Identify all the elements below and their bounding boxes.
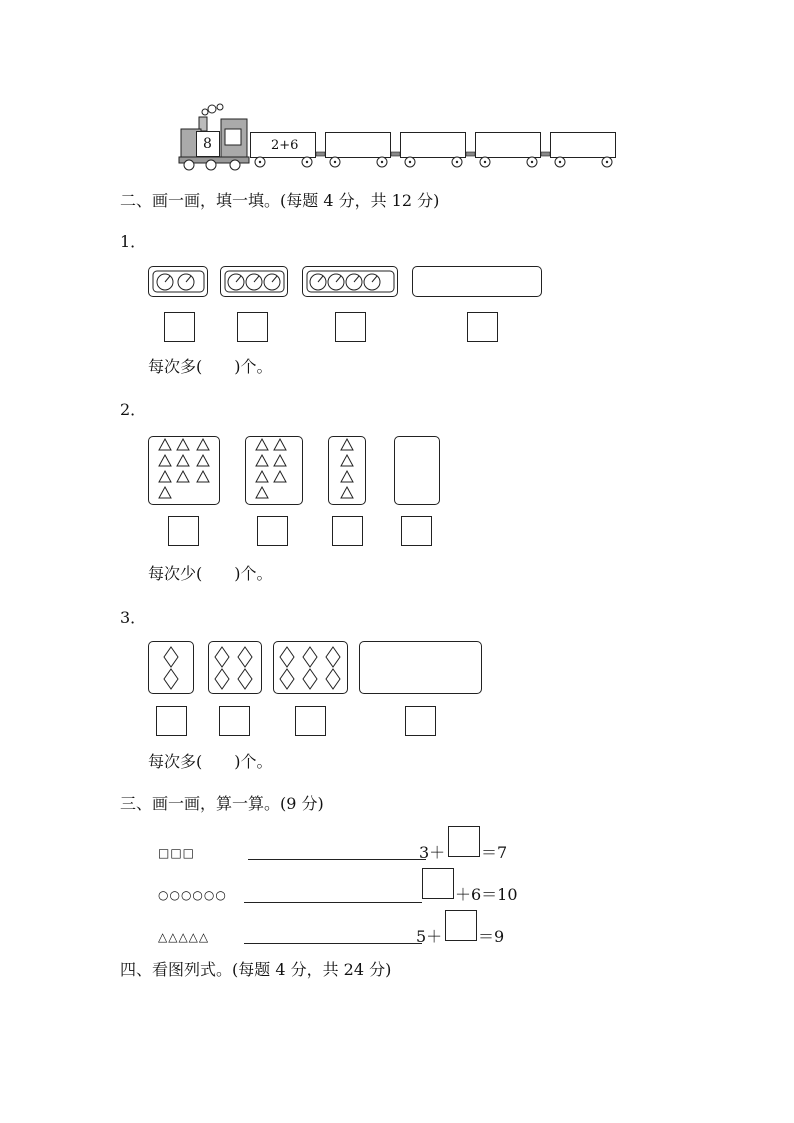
row1-answer-box[interactable] [448, 826, 480, 857]
q1-answer-box-4[interactable] [467, 312, 498, 342]
q2-answer-box-2[interactable] [257, 516, 288, 546]
section3-heading: 三、画一画，算一算。(9 分) [120, 794, 324, 813]
row2-eq-right: ＋6＝10 [455, 885, 518, 904]
q1-number: 1． [120, 232, 147, 251]
row2-answer-box[interactable] [422, 868, 454, 899]
row1-eq-right: ＝7 [481, 843, 508, 862]
row3-eq-right: ＝9 [478, 927, 505, 946]
train-wheels-icon [245, 150, 625, 170]
q1-answer-box-3[interactable] [335, 312, 366, 342]
q1-answer-text: 每次多( )个。 [148, 357, 273, 376]
q3-answer-box-1[interactable] [156, 706, 187, 736]
triangle-icons [148, 436, 448, 516]
q2-answer-text: 每次少( )个。 [148, 564, 273, 583]
q2-answer-box-4[interactable] [401, 516, 432, 546]
q3-answer-box-2[interactable] [219, 706, 250, 736]
diamond-icons [148, 641, 368, 701]
row1-eq-left: 3＋ [419, 843, 446, 862]
section4-heading: 四、看图列式。(每题 4 分，共 24 分) [120, 960, 392, 979]
q3-number: 3． [120, 608, 147, 627]
train-car-1-expression: 2+6 [271, 138, 299, 153]
row2-symbols: ○○○○○○ [158, 888, 227, 902]
q3-group-4-blank[interactable] [359, 641, 482, 694]
q3-answer-text: 每次多( )个。 [148, 752, 273, 771]
q3-answer-box-3[interactable] [295, 706, 326, 736]
q2-answer-box-1[interactable] [168, 516, 199, 546]
section2-heading: 二、画一画，填一填。(每题 4 分，共 12 分) [120, 191, 440, 210]
q2-number: 2． [120, 400, 147, 419]
q1-answer-box-1[interactable] [164, 312, 195, 342]
row1-draw-line[interactable] [248, 859, 426, 860]
row1-symbols: □□□ [158, 846, 196, 860]
q3-answer-box-4[interactable] [405, 706, 436, 736]
row3-draw-line[interactable] [244, 943, 422, 944]
row2-draw-line[interactable] [244, 902, 422, 903]
q2-answer-box-3[interactable] [332, 516, 363, 546]
clock-icons [148, 266, 548, 306]
engine-number: 8 [203, 136, 212, 152]
row3-answer-box[interactable] [445, 910, 477, 941]
q1-answer-box-2[interactable] [237, 312, 268, 342]
row3-eq-left: 5＋ [416, 927, 443, 946]
row3-symbols: △△△△△ [158, 930, 210, 944]
